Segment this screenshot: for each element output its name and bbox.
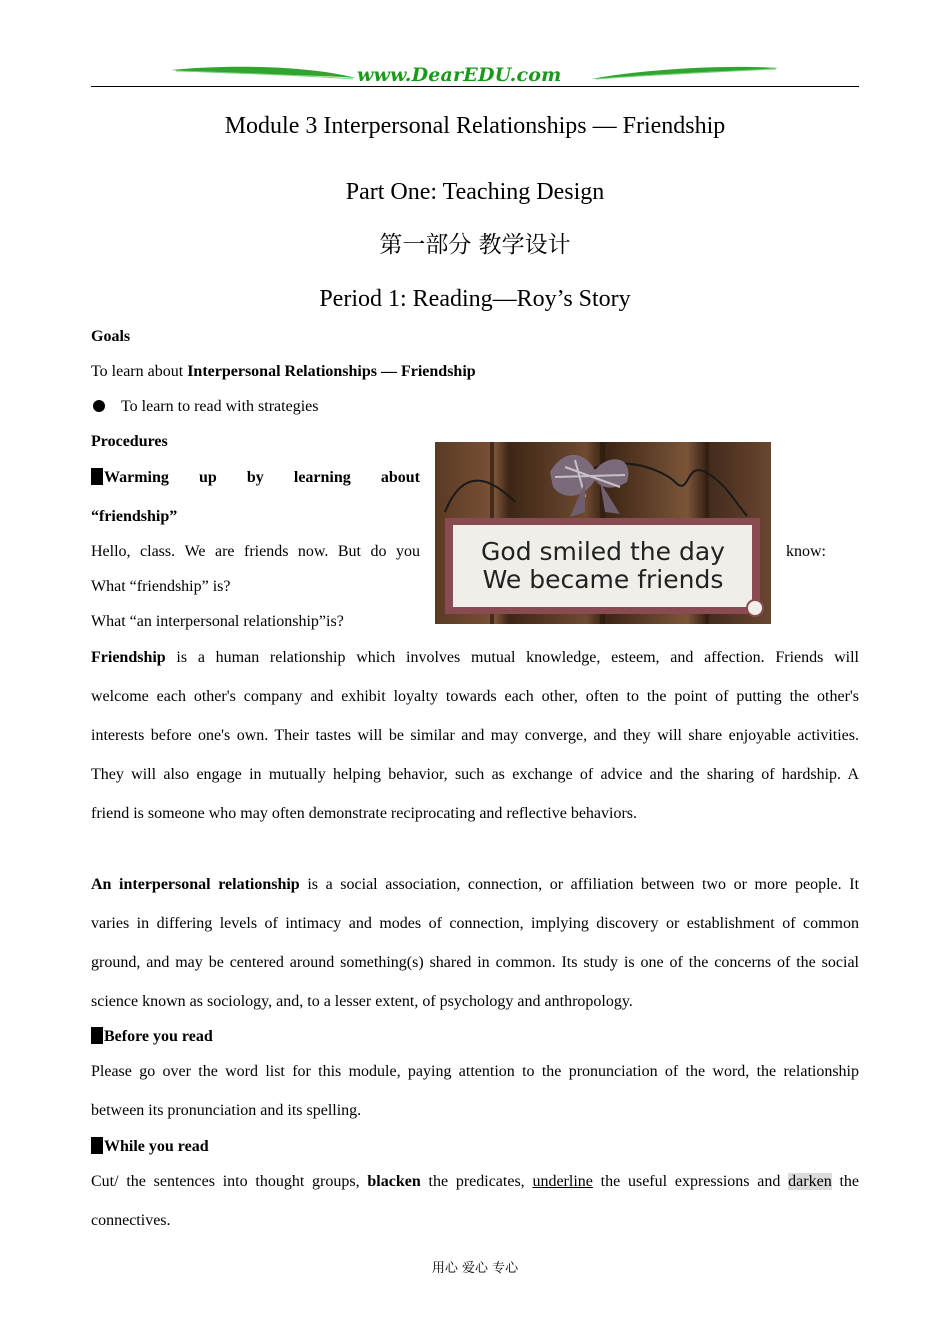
goals-line	[91, 362, 859, 382]
friendship-text: is a human relationship which involves mutual knowledge, esteem, and affection. Friends will	[165, 649, 859, 666]
blacken-word: blacken	[367, 1173, 421, 1190]
warming-word: Warming	[91, 468, 169, 488]
hello-word: do	[370, 543, 387, 560]
header-rule	[91, 86, 859, 87]
friendship-line-2: welcome each other's company and exhibit loyalty towards each other, often to the point of putting the other's	[91, 688, 859, 705]
period-title: Period 1: Reading—Roy’s Story	[319, 286, 631, 312]
square-bullet-icon	[91, 1027, 103, 1044]
while-line-2: connectives.	[91, 1212, 171, 1229]
photo-sign-line2: We became friends	[482, 565, 724, 594]
while-you-read-heading: While you read	[91, 1137, 859, 1157]
warming-word: about	[380, 469, 420, 486]
interpersonal-term: An interpersonal relationship	[91, 876, 300, 893]
while-text: the	[831, 1173, 860, 1190]
hello-line-tail: know:	[786, 543, 826, 560]
friendship-line-1	[91, 648, 859, 668]
procedures-heading: Procedures	[91, 433, 168, 450]
photo-sign-line1: God smiled the day	[481, 537, 725, 566]
hello-word: friends	[243, 543, 289, 560]
friendship-term: Friendship	[91, 649, 166, 666]
warming-word: up	[198, 469, 217, 486]
darken-word: darken	[788, 1173, 832, 1190]
question-relationship: What “an interpersonal relationship”is?	[91, 613, 344, 630]
warming-up-heading-cont: “friendship”	[91, 508, 178, 525]
before-line-1: Please go over the word list for this module, paying attention to the pronunciation of the word, the relationship	[91, 1063, 859, 1080]
hello-word: you	[395, 543, 420, 560]
interpersonal-line-4: science known as sociology, and, to a lesser extent, of psychology and anthropology.	[91, 993, 633, 1010]
goals-line-topic: Interpersonal Relationships — Friendship	[187, 363, 476, 380]
interpersonal-line-2: varies in differing levels of intimacy and modes of connection, implying discovery or establishment of common	[91, 915, 859, 932]
hello-word: But	[337, 543, 361, 560]
interpersonal-text: is a social association, connection, or affiliation between two or more people. It	[299, 876, 860, 893]
while-line-1	[91, 1172, 859, 1192]
hello-word: Hello,	[91, 543, 131, 560]
before-you-read-heading: Before you read	[91, 1027, 859, 1047]
hello-word: class.	[140, 543, 176, 560]
page-footer: 用心 爱心 专心	[431, 1261, 519, 1276]
goals-line-text: To learn about	[91, 363, 188, 380]
module-title: Module 3 Interpersonal Relationships — Friendship	[224, 113, 726, 139]
part-title-chinese: 第一部分 教学设计	[379, 232, 571, 258]
part-title: Part One: Teaching Design	[345, 179, 605, 205]
friendship-line-3: interests before one's own. Their tastes will be similar and may converge, and they will share enjoyable activities.	[91, 727, 859, 744]
goals-bullet-text: To learn to read with strategies	[121, 398, 319, 415]
while-text: the predicates,	[420, 1173, 533, 1190]
friendship-line-5: friend is someone who may often demonstrate reciprocating and reflective behaviors.	[91, 805, 638, 822]
warming-up-heading	[91, 468, 420, 488]
square-bullet-icon	[91, 468, 103, 485]
goals-bullet-item	[91, 397, 859, 417]
friendship-line-4: They will also engage in mutually helping behavior, such as exchange of advice and the sharing of hardship. A	[91, 766, 859, 783]
hello-word: We	[184, 543, 206, 560]
warming-word: by	[246, 469, 264, 486]
interpersonal-line-1	[91, 875, 859, 895]
square-bullet-icon	[91, 1137, 103, 1154]
bullet-icon	[93, 400, 105, 412]
friends-sign-photo	[435, 442, 771, 624]
question-friendship: What “friendship” is?	[91, 578, 231, 595]
hello-word: are	[214, 543, 235, 560]
goals-heading: Goals	[91, 328, 131, 345]
hello-word: now.	[297, 543, 329, 560]
hello-line	[91, 542, 420, 562]
while-text: the useful expressions and	[592, 1173, 789, 1190]
before-line-2: between its pronunciation and its spelling.	[91, 1102, 362, 1119]
underline-word: underline	[532, 1173, 593, 1190]
while-text: Cut/ the sentences into thought groups,	[91, 1173, 368, 1190]
left-swoosh	[171, 67, 356, 78]
interpersonal-line-3: ground, and may be centered around something(s) shared in common. Its study is one of the concerns of the social	[91, 954, 859, 971]
header-logo-text: www.DearEDU.com	[357, 64, 562, 86]
warming-word: learning	[293, 469, 351, 486]
